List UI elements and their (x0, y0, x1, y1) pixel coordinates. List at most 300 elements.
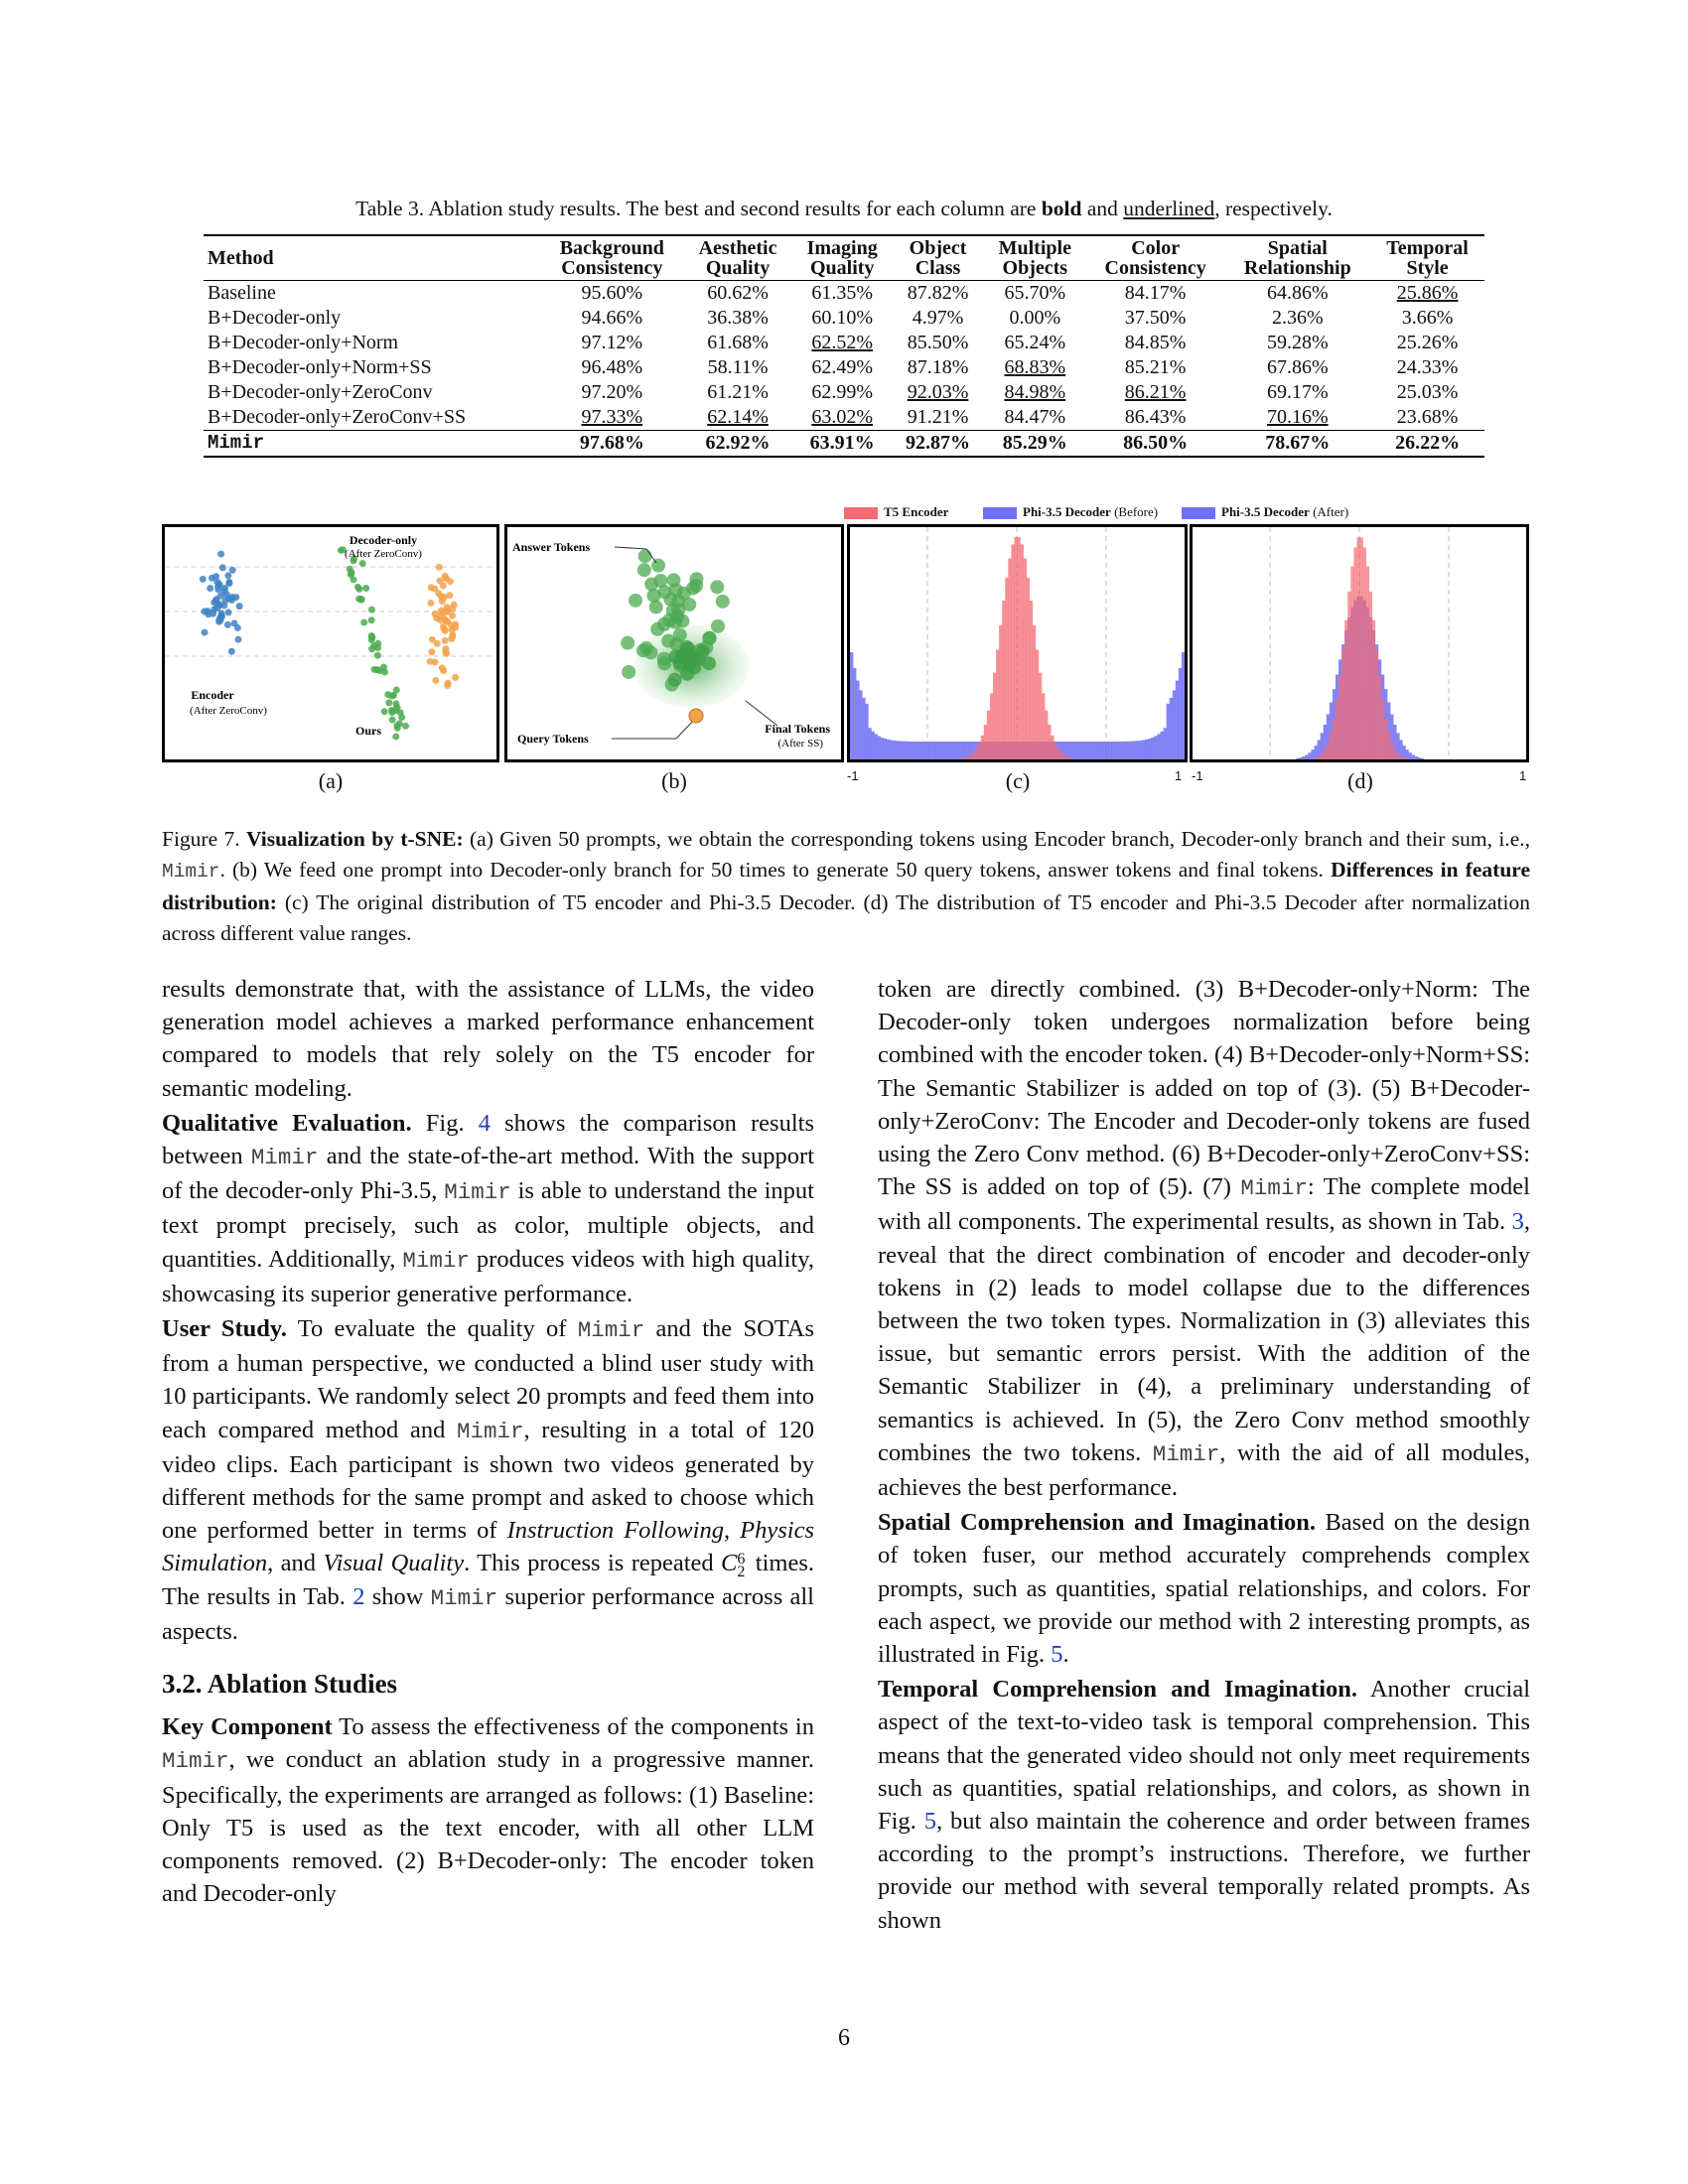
histogram-bar (1124, 742, 1127, 759)
histogram-bar (1402, 746, 1405, 759)
value-cell: 64.86% (1266, 282, 1329, 304)
value-cell: 62.52% (811, 332, 874, 353)
histogram-bar (1075, 742, 1078, 759)
histogram-bar (1005, 578, 1008, 759)
answer-token-point (686, 582, 700, 596)
value-cell: 37.50% (1124, 307, 1187, 329)
answer-token-point (711, 619, 725, 633)
value-cell: 61.35% (811, 282, 874, 304)
value-cell: 61.21% (707, 381, 769, 403)
value-cell: 62.14% (707, 406, 769, 428)
answer-token-point (716, 595, 730, 609)
histogram-bar (1418, 757, 1421, 759)
value-cell: 58.11% (707, 356, 769, 378)
method-cell: Mimir (208, 432, 265, 454)
histogram-bar (981, 736, 984, 759)
paragraph-qualitative: Qualitative Evaluation. Fig. 4 shows the comparison results between Mimir and the state-of-the-art method. With the support of the decoder-only Phi-3.5, Mimir is able to understand the input text prompt precisely, such as color, multiple objects, and quantities. Additionally, Mimir produces videos with high quality, showcasing its superior generative performance. (162, 1109, 814, 1307)
histogram-bar (1011, 544, 1014, 759)
value-cell: 86.50% (1123, 432, 1189, 454)
histogram-bar (1353, 547, 1356, 759)
histogram-bar (1048, 725, 1051, 759)
header-cell: Background Consistency (559, 237, 664, 279)
encoder-point (211, 606, 217, 613)
paragraph-temporal: Temporal Comprehension and Imagination. Another crucial aspect of the text-to-video task is temporal comprehension. This means that the generated video should not only meet requirements such as quantities, spatial relationships, and colors, as shown in Fig. 5, but also maintain the coherence and order between frames according to the prompt’s instructions. Therefore, we further provide our method with several temporally related prompts. As shown (878, 1676, 1530, 1934)
answer-token-point (651, 559, 665, 573)
histogram-bar (1363, 547, 1366, 759)
header-cell: Multiple Objects (998, 237, 1071, 279)
histogram-bar (947, 742, 950, 759)
answer-token-point (662, 614, 676, 627)
histogram-bar (938, 742, 941, 759)
histogram-bar (1182, 652, 1185, 759)
value-cell: 24.33% (1396, 356, 1459, 378)
value-cell: 96.48% (581, 356, 643, 378)
histogram-bar (902, 742, 905, 759)
histogram-bar (899, 741, 902, 759)
header-cell: Method (208, 247, 274, 269)
tick-c-min: -1 (847, 768, 859, 783)
histogram-bar (965, 742, 968, 759)
histogram-bar (1056, 750, 1059, 759)
histogram-bar (859, 690, 862, 759)
value-cell: 69.17% (1266, 381, 1329, 403)
histogram-bar (1105, 742, 1108, 759)
label-decoder-only: Decoder-only (349, 533, 418, 547)
histogram-bar (1318, 756, 1321, 759)
encoder-point (217, 551, 224, 558)
ref-fig-4[interactable]: 4 (478, 1109, 491, 1137)
ours-point (355, 586, 362, 593)
histogram-bar (896, 741, 899, 759)
decoder-point (429, 636, 436, 643)
ours-point (350, 576, 356, 583)
decoder-point (428, 648, 435, 655)
decoder-point (427, 600, 434, 607)
value-cell: 86.21% (1124, 381, 1187, 403)
paragraph-spatial: Spatial Comprehension and Imagination. Based on the design of token fuser, our method accurately comprehends complex prompts, such as quantities, spatial relationships, and colors. For each aspect, we provide our method with 2 interesting prompts, as illustrated in Fig. 5. (878, 1509, 1530, 1669)
histogram-bar (1045, 711, 1048, 759)
encoder-point (225, 609, 232, 615)
encoder-point (219, 564, 226, 571)
decoder-point (432, 677, 439, 684)
histogram-bar (932, 742, 935, 759)
decoder-point (447, 578, 454, 585)
histogram-bar (1127, 742, 1130, 759)
histogram-bar (935, 742, 938, 759)
histogram-bar (1305, 754, 1308, 759)
histogram-bar (1173, 690, 1176, 759)
histogram-bar (965, 757, 968, 759)
histogram-bar (1421, 758, 1424, 759)
histogram-bar (1148, 739, 1151, 759)
table-row (204, 306, 1484, 331)
histogram-bar (865, 704, 868, 759)
histogram-bar (1066, 757, 1069, 759)
value-cell: 2.36% (1271, 307, 1324, 329)
histogram-bar (1054, 744, 1056, 759)
value-cell: 78.67% (1265, 432, 1331, 454)
table-row (204, 380, 1484, 405)
value-cell: 59.28% (1266, 332, 1329, 353)
histogram-bar (1027, 578, 1030, 759)
histogram-bar (908, 742, 911, 759)
decoder-point (442, 637, 449, 644)
histogram-bar (984, 725, 987, 759)
header-cell: Aesthetic Quality (698, 237, 777, 279)
ref-fig-5a[interactable]: 5 (1051, 1641, 1063, 1669)
ours-point (385, 699, 392, 706)
ours-point (368, 645, 375, 652)
answer-token-point (636, 643, 650, 657)
decoder-point (442, 645, 449, 652)
value-cell: 84.85% (1124, 332, 1187, 353)
paragraph-key-component: Key Component To assess the effectiveness of the components in Mimir, we conduct an ablation study in a progressive manner. Specifically, the experiments are arranged as follows: (1) Baseline: Only T5 is used as the text encoder, with all other LLM components removed. (2) B+Decoder-only: The encoder token and Decoder-only (162, 1713, 814, 1908)
histogram-bar (923, 742, 926, 759)
histogram-bar (1381, 699, 1384, 759)
histogram-bar (1157, 734, 1160, 759)
label-decoder-only-sub: (After ZeroConv) (345, 548, 422, 560)
right-column (878, 973, 1530, 1939)
method-cell: B+Decoder-only (208, 307, 342, 329)
panel-d (1190, 524, 1529, 762)
table-body (204, 281, 1484, 458)
encoder-point (232, 594, 239, 601)
ours-point (368, 616, 375, 623)
header-cell: Spatial Relationship (1243, 237, 1351, 279)
value-cell: 61.68% (707, 332, 769, 353)
histogram-c (850, 527, 1185, 759)
encoder-point (220, 602, 227, 609)
value-cell: 85.50% (907, 332, 969, 353)
histogram-bar (996, 650, 999, 759)
decoder-point (444, 682, 451, 689)
method-cell: B+Decoder-only+ZeroConv+SS (208, 406, 467, 428)
decoder-point (441, 615, 448, 622)
value-cell: 97.33% (581, 406, 643, 428)
answer-token-point (629, 594, 642, 608)
ref-tab-3[interactable]: 3 (1511, 1208, 1524, 1236)
histogram-bar (1330, 733, 1333, 759)
histogram-bar (1390, 743, 1393, 759)
value-cell: 25.26% (1396, 332, 1459, 353)
paragraph-user-study: User Study. To evaluate the quality of Mimir and the SOTAs from a human perspective, we conducted a blind user study with 10 participants. We randomly select 20 prompts and feed them into each compared method and Mimir, resulting in a total of 120 video clips. Each participant is shown two videos generated by different methods for the same prompt and asked to choose which one performed better in terms of Instruction Following, Physics Simulation, and Visual Quality. This process is repeated C 6 2 times. The results in Tab. 2 show Mimir superior performance across all aspects. (162, 1315, 815, 1645)
ours-point (380, 664, 387, 671)
value-cell: 36.38% (707, 307, 769, 329)
answer-token-point (622, 665, 635, 679)
ours-point (359, 560, 366, 567)
histogram-bar (878, 736, 881, 759)
value-cell: 97.68% (579, 432, 644, 454)
tsne-plot-b (507, 527, 841, 759)
decoder-point (442, 573, 449, 580)
histogram-bar (1333, 718, 1336, 759)
decoder-point (452, 674, 459, 681)
histogram-bar (1115, 742, 1118, 759)
histogram-bar (1302, 756, 1305, 759)
histogram-bar (1072, 742, 1075, 759)
decoder-point (448, 635, 455, 642)
ours-point (390, 692, 397, 699)
label-query-tokens: Query Tokens (517, 732, 589, 746)
value-cell: 60.10% (811, 307, 874, 329)
label-ours: Ours (354, 724, 382, 738)
histogram-bar (1093, 742, 1096, 759)
histogram-bar (1096, 742, 1099, 759)
histogram-bar (1399, 756, 1402, 759)
histogram-bar (1356, 537, 1359, 759)
decoder-point (446, 592, 453, 599)
encoder-point (229, 567, 236, 574)
histogram-bar (1039, 673, 1042, 759)
value-cell: 62.49% (811, 356, 874, 378)
histogram-bar (1102, 742, 1105, 759)
histogram-bar (1344, 620, 1347, 759)
histogram-bar (853, 668, 856, 759)
histogram-bar (1111, 742, 1114, 759)
value-cell: 97.20% (581, 381, 643, 403)
histogram-bar (1321, 753, 1324, 759)
value-cell: 0.00% (1009, 307, 1061, 329)
value-cell: 87.82% (907, 282, 969, 304)
table-header-row (204, 235, 1484, 281)
value-cell: 65.70% (1004, 282, 1066, 304)
decoder-point (451, 602, 458, 609)
histogram-bar (1315, 746, 1318, 759)
left-column (162, 973, 814, 1912)
panel-label-b: (b) (661, 768, 687, 793)
value-cell: 23.68% (1396, 406, 1459, 428)
encoder-point (236, 603, 243, 610)
histogram-bar (862, 698, 865, 759)
header-cell: Color Consistency (1104, 237, 1206, 279)
figure-caption: Figure 7. Visualization by t-SNE: (a) Given 50 prompts, we obtain the corresponding tokens using Encoder branch, Decoder-only branch and their sum, i.e., Mimir. (b) We feed one prompt into Decoder-only branch for 50 times to generate 50 query tokens, answer tokens and final tokens. Differences in feature distribution: (c) The original distribution of T5 encoder and Phi-3.5 Decoder. (d) The distribution of T5 encoder and Phi-3.5 Decoder after normalization across different value ranges. (162, 827, 1530, 945)
histogram-bar (962, 758, 965, 759)
histogram-bar (959, 742, 962, 759)
panel-label-d: (d) (1347, 768, 1373, 793)
decoder-point (436, 564, 443, 571)
answer-token-point (657, 652, 671, 666)
table-row (204, 405, 1484, 431)
value-cell: 25.86% (1396, 282, 1459, 304)
legend-phi-before: Phi-3.5 Decoder (Before) (1023, 504, 1159, 519)
histogram-bar (1151, 738, 1154, 759)
decoder-point (444, 604, 451, 611)
histogram-bar (1139, 741, 1142, 759)
answer-token-point (675, 614, 689, 628)
ours-point (368, 632, 375, 639)
value-cell: 70.16% (1266, 406, 1329, 428)
table-row (204, 331, 1484, 355)
tick-d-max: 1 (1519, 768, 1527, 783)
histogram-bar (1402, 757, 1405, 759)
panel-b (504, 524, 844, 762)
ours-point (360, 619, 367, 626)
legend-swatch-phi-after (1182, 507, 1215, 519)
histogram-bar (1014, 537, 1017, 759)
header-cell: Imaging Quality (806, 237, 878, 279)
histogram-bar (1066, 742, 1069, 759)
table-row (204, 355, 1484, 380)
value-cell: 63.91% (809, 432, 875, 454)
encoder-point (225, 580, 232, 587)
value-cell: 4.97% (912, 307, 964, 329)
table-row (204, 281, 1484, 307)
histogram-bar (941, 742, 944, 759)
histogram-bar (1136, 741, 1139, 759)
histogram-bar (1405, 750, 1408, 759)
histogram-bar (884, 739, 887, 759)
histogram-bar (890, 740, 893, 759)
histogram-bar (1341, 649, 1344, 759)
answer-token-point (650, 622, 664, 636)
ours-point (392, 733, 399, 740)
histogram-bar (1396, 753, 1399, 759)
value-cell: 97.12% (581, 332, 643, 353)
histogram-bar (871, 732, 874, 759)
header-cell: Temporal Style (1386, 237, 1469, 279)
histogram-bar (987, 711, 990, 759)
histogram-bar (1099, 742, 1102, 759)
histogram-bar (1042, 693, 1045, 759)
histogram-bar (1024, 558, 1027, 759)
page-number: 6 (838, 2025, 850, 2051)
value-cell: 92.03% (907, 381, 969, 403)
value-cell: 92.87% (906, 432, 971, 454)
encoder-point (234, 636, 241, 643)
histogram-bar (1069, 758, 1072, 759)
method-cell: B+Decoder-only+ZeroConv (208, 381, 433, 403)
histogram-bar (916, 742, 919, 759)
histogram-bar (1121, 742, 1124, 759)
ours-point (362, 585, 369, 592)
histogram-bar (905, 742, 908, 759)
value-cell: 87.18% (907, 356, 969, 378)
histogram-bar (887, 740, 890, 759)
histogram-bar (1145, 740, 1148, 759)
histogram-bar (875, 734, 878, 759)
histogram-bar (1108, 742, 1111, 759)
histogram-bar (1336, 699, 1338, 759)
ours-point (402, 723, 409, 730)
value-cell: 3.66% (1401, 307, 1454, 329)
value-cell: 86.43% (1124, 406, 1187, 428)
paragraph-ablation-list: token are directly combined. (3) B+Decoder-only+Norm: The Decoder-only token undergoes normalization before being combined with the encoder token. (4) B+Decoder-only+Norm+SS: The Semantic Stabilizer is added on top of (3). (5) B+Decoder-only+ZeroConv: The Encoder and Decoder-only tokens are fused using the Zero Conv method. (6) B+Decoder-only+ZeroConv+SS: The SS is added on top of (5). (7) Mimir: The complete model with all components. The experimental results, as shown in Tab. 3, reveal that the direct combination of encoder and decoder-only tokens in (2) leads to model collapse due to the differences between the two token types. Normalization in (3) alleviates this issue, but semantic errors persist. With the addition of the Semantic Stabilizer in (4), a preliminary understanding of semantics is achieved. In (5), the Zero Conv method smoothly combines the two tokens. Mimir, with the aid of all modules, achieves the best performance. (878, 976, 1531, 1502)
histogram-bar (1412, 754, 1415, 759)
encoder-point (202, 629, 209, 636)
decoder-point (452, 620, 459, 627)
histogram-bar (919, 742, 922, 759)
value-cell: 63.02% (811, 406, 874, 428)
histogram-bar (850, 652, 853, 759)
histogram-d (1193, 527, 1526, 759)
histogram-bar (1087, 742, 1090, 759)
histogram-bar (1311, 750, 1314, 759)
value-cell: 85.21% (1124, 356, 1187, 378)
value-cell: 85.29% (1002, 432, 1067, 454)
encoder-point (234, 624, 241, 631)
encoder-point (224, 572, 231, 579)
table-caption: Table 3. Ablation study results. The best and second results for each column are bold and underlined, respectively. (355, 197, 1333, 220)
value-cell: 84.17% (1124, 282, 1187, 304)
histogram-bar (1021, 544, 1024, 759)
histogram-bar (975, 750, 978, 759)
table-row (204, 431, 1484, 458)
ours-point (389, 717, 396, 724)
histogram-bar (1315, 757, 1318, 759)
section-heading: 3.2. Ablation Studies (162, 1669, 398, 1700)
ref-fig-5b[interactable]: 5 (923, 1808, 936, 1836)
histogram-bar (1176, 681, 1179, 759)
paragraph-results: results demonstrate that, with the assistance of LLMs, the video generation model achieves a marked performance enhancement compared to models that rely solely on the T5 encoder for semantic modeling. (162, 976, 814, 1102)
answer-token-point (661, 634, 675, 648)
histogram-bar (993, 673, 996, 759)
histogram-bar (1415, 756, 1418, 759)
histogram-bar (1327, 743, 1330, 759)
final-token-point (687, 660, 701, 674)
histogram-bar (953, 742, 956, 759)
histogram-bar (1084, 742, 1087, 759)
histogram-bar (1296, 758, 1299, 759)
histogram-bar (1062, 755, 1065, 759)
final-token-point (702, 656, 716, 670)
tsne-plot-a (165, 527, 496, 759)
histogram-bar (881, 738, 884, 759)
histogram-bar (1030, 601, 1033, 759)
histogram-bar (1324, 750, 1327, 759)
decoder-point (432, 659, 439, 666)
final-token-point (679, 646, 693, 660)
answer-token-point (658, 585, 672, 599)
ours-point (381, 708, 388, 715)
encoder-point (207, 585, 213, 592)
histogram-bar (1002, 601, 1005, 759)
decoder-point (440, 667, 447, 674)
label-final-tokens: Final Tokens (765, 722, 830, 736)
value-cell: 68.83% (1004, 356, 1066, 378)
tick-d-min: -1 (1192, 768, 1203, 783)
histogram-bar (926, 742, 929, 759)
answer-token-point (644, 577, 658, 591)
histogram-bar (893, 741, 896, 759)
panel-c (847, 524, 1188, 762)
histogram-bar (1059, 752, 1062, 759)
value-cell: 62.99% (811, 381, 874, 403)
value-cell: 60.62% (707, 282, 769, 304)
histogram-bar (956, 742, 959, 759)
histogram-bar (1090, 742, 1093, 759)
histogram-bar (1170, 698, 1173, 759)
histogram-bar (972, 752, 975, 759)
histogram-bar (1118, 742, 1121, 759)
label-encoder-sub: (After ZeroConv) (190, 705, 267, 717)
method-cell: Baseline (208, 282, 276, 304)
histogram-bar (1360, 537, 1363, 759)
answer-token-point (637, 563, 651, 577)
histogram-bar (962, 742, 965, 759)
histogram-bar (1036, 650, 1039, 759)
histogram-bar (1347, 592, 1350, 759)
histogram-bar (1179, 668, 1182, 759)
histogram-bar (1372, 620, 1375, 759)
label-final-tokens-sub: (After SS) (777, 738, 823, 750)
histogram-bar (1308, 752, 1311, 759)
ref-tab-2[interactable]: 2 (352, 1582, 365, 1610)
histogram-bar (1387, 733, 1390, 759)
tick-c-max: 1 (1175, 768, 1183, 783)
panel-a (162, 524, 499, 762)
ours-point (394, 725, 401, 732)
histogram-bar (1081, 742, 1084, 759)
